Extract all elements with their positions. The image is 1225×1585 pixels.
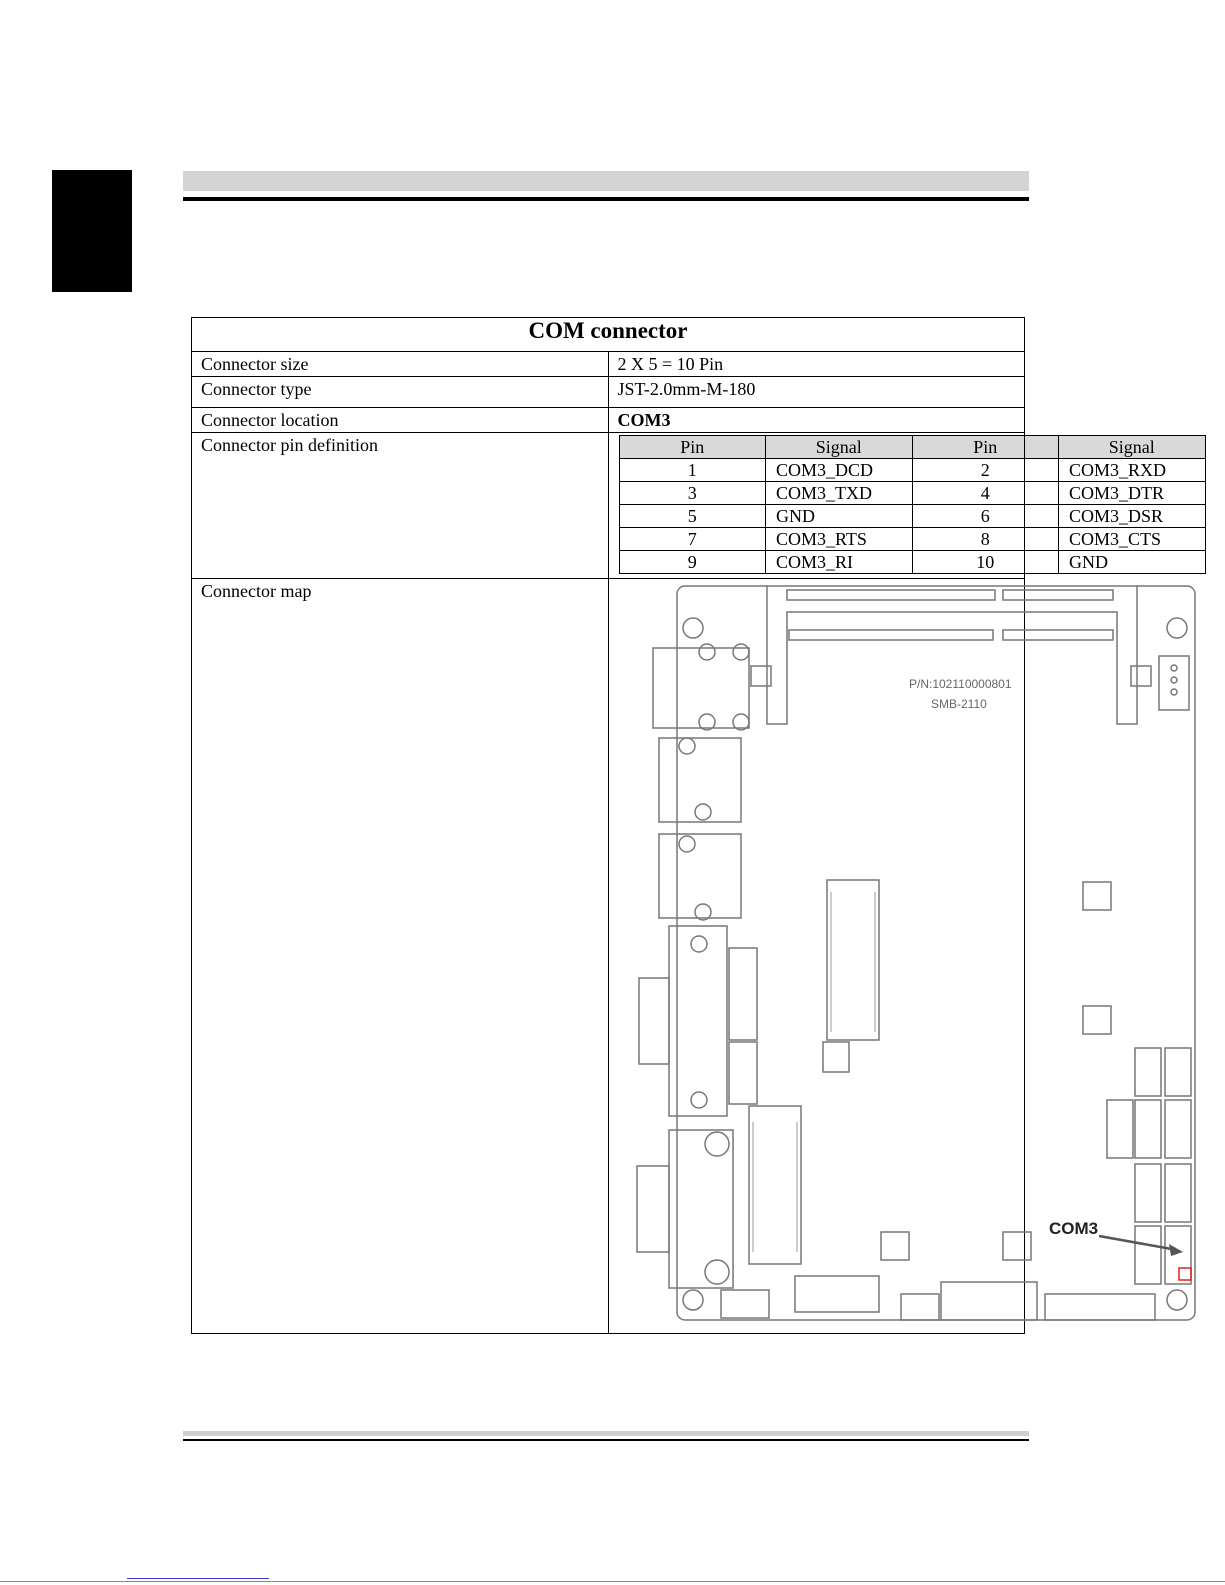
pin-number: 5 [619, 505, 766, 528]
header-com3 [1165, 1226, 1191, 1284]
com-connector-table [191, 317, 1167, 1334]
chapter-tab [52, 170, 132, 292]
part-number-label: P/N:102110000801 [908, 677, 1012, 691]
pin-number: 3 [619, 482, 766, 505]
header-signal: Signal [1059, 436, 1206, 459]
model-label: SMB-2110 [930, 697, 987, 711]
label-connector-location: Connector location [192, 408, 609, 433]
pin-signal: COM3_RI [766, 551, 913, 574]
header-band [183, 171, 1029, 191]
pin-definition-cell [608, 433, 1167, 579]
header-pin: Pin [912, 436, 1059, 459]
com3-callout-label: COM3 [1048, 1219, 1098, 1238]
page-bottom-edge [0, 1581, 1225, 1582]
header-rule [183, 197, 1029, 201]
pin-signal: COM3_DSR [1059, 505, 1206, 528]
row-connector-type [192, 377, 1025, 408]
label-connector-map: Connector map [192, 579, 609, 1334]
arrow-head-icon [1169, 1244, 1183, 1256]
header-com4 [1135, 1226, 1161, 1284]
row-connector-size [192, 352, 1025, 377]
pin-signal: GND [1059, 551, 1206, 574]
pin-signal: COM3_DTR [1059, 482, 1206, 505]
header-pin: Pin [619, 436, 766, 459]
table-row [619, 505, 1205, 528]
row-connector-map [192, 579, 1025, 1334]
connector-map-cell [608, 579, 1098, 1334]
footer-rule [183, 1439, 1029, 1441]
pin-number: 10 [912, 551, 1059, 574]
pin-number: 7 [619, 528, 766, 551]
label-pin-definition: Connector pin definition [192, 433, 609, 579]
pin1-highlight [1179, 1268, 1191, 1280]
table-title: COM connector [192, 318, 1025, 352]
pin-number: 4 [912, 482, 1059, 505]
row-pin-definition [192, 433, 1025, 579]
table-row [619, 482, 1205, 505]
label-connector-type: Connector type [192, 377, 609, 408]
table-row [619, 459, 1205, 482]
board-diagram [617, 582, 1215, 1324]
pin-signal: COM3_TXD [766, 482, 913, 505]
pin-signal: COM3_RTS [766, 528, 913, 551]
bottom-link-underline [127, 1578, 269, 1579]
label-connector-size: Connector size [192, 352, 609, 377]
pin-number: 9 [619, 551, 766, 574]
value-connector-size: 2 X 5 = 10 Pin [608, 352, 1025, 377]
pin-signal: COM3_DCD [766, 459, 913, 482]
header-signal: Signal [766, 436, 913, 459]
footer-band [183, 1431, 1029, 1436]
pin-signal: COM3_CTS [1059, 528, 1206, 551]
pin-table [619, 435, 1206, 574]
pin-number: 6 [912, 505, 1059, 528]
pin-signal: GND [766, 505, 913, 528]
pin-signal: COM3_RXD [1059, 459, 1206, 482]
row-connector-location [192, 408, 1025, 433]
pin-number: 2 [912, 459, 1059, 482]
table-row [619, 551, 1205, 574]
value-connector-type: JST-2.0mm-M-180 [608, 377, 1025, 408]
pin-number: 8 [912, 528, 1059, 551]
value-connector-location: COM3 [608, 408, 1025, 433]
pin-table-header [619, 436, 1205, 459]
table-row [619, 528, 1205, 551]
pin-number: 1 [619, 459, 766, 482]
